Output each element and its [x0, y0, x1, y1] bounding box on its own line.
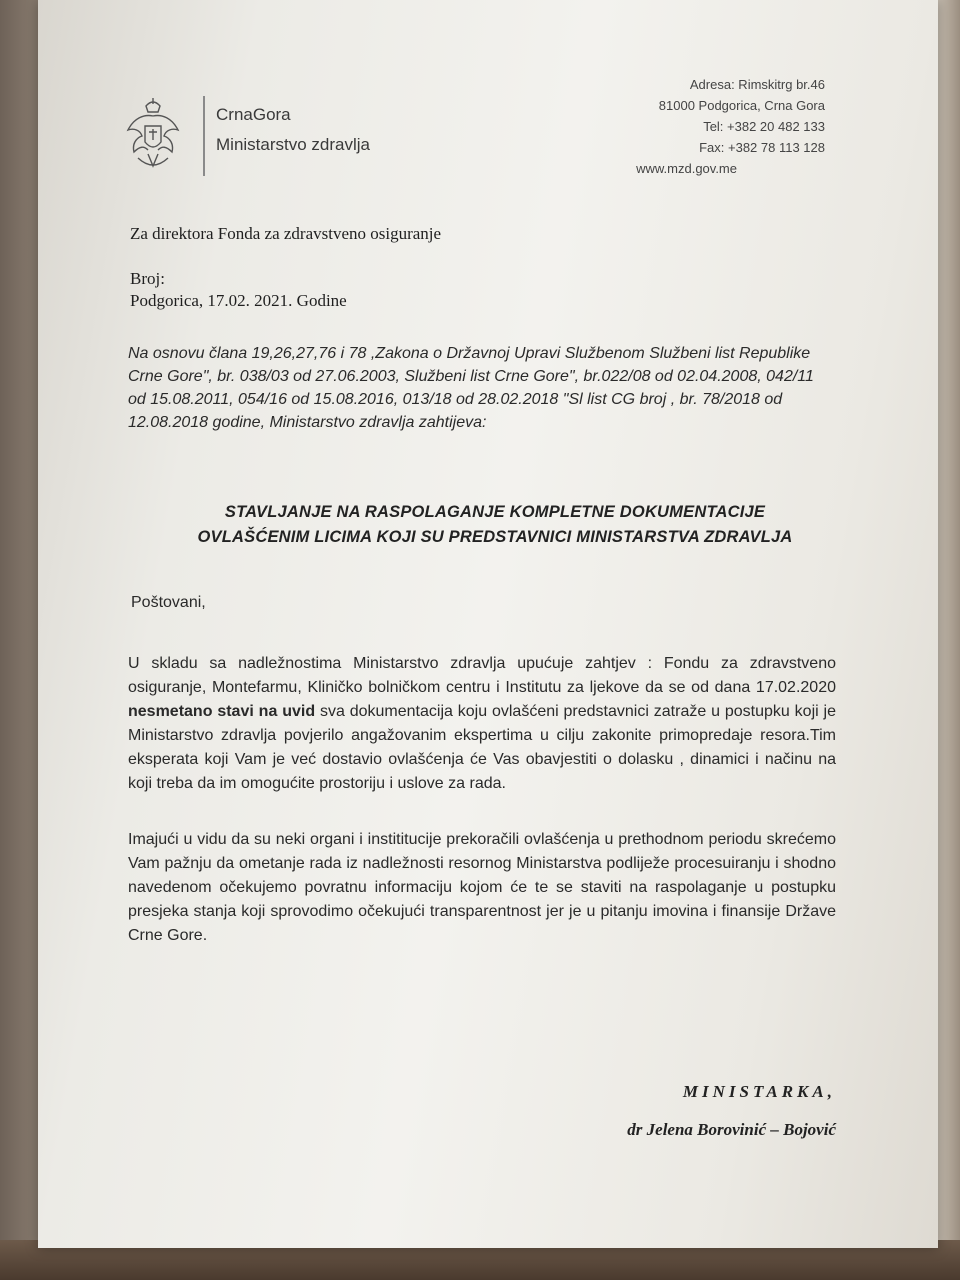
document-number: Broj: — [130, 269, 165, 288]
body-paragraph-2: Imajući u vidu da su neki organi i instititucije prekoračili ovlašćenja u prethodnom periodu skrećemo Vam pažnju da ometanje rada iz nadležnosti resornog Ministarstva podliježe procesuiranju i shodno navedenom očekujemo povratnu informaciju kojom će te se staviti na raspolaganje u postupku presjeka stanja koji sprovodimo očekujući transparentnost jer je u pitanju imovina i finansije Države Crne Gore. — [128, 831, 836, 944]
contact-fax: Fax: +382 78 113 128 — [699, 140, 825, 155]
table-surface-left — [0, 0, 40, 1280]
contact-city: 81000 Podgorica, Crna Gora — [658, 98, 825, 113]
ministry-name: Ministarstvo zdravlja — [216, 135, 370, 154]
ministry-header — [216, 100, 370, 160]
addressee: Za direktora Fonda za zdravstveno osiguranje — [130, 224, 442, 243]
subject-line-2: OVLAŠĆENIM LICIMA KOJI SU PREDSTAVNICI MINISTARSTVA ZDRAVLJA — [197, 528, 793, 546]
paragraph-1-text-b: sva dokumentacija koju ovlašćeni predstavnici zatraže u postupku koji je Ministarstvo zdravlja povjerilo angažovanim ekspertima u cilju zakonite primopredaje resora.Tim eksperata koji Vam je već dostavio ovlašćenja će Vas obavjestiti o dolasku , dinamici i načinu na koji treba da im omogućite prostoriju i uslove za rada. — [128, 703, 836, 792]
coat-of-arms-icon — [124, 96, 182, 176]
legal-basis: Na osnovu člana 19,26,27,76 i 78 ,Zakona o Državnoj Upravi Službenom Službeni list Republike Crne Gore", br. 038/03 od 27.06.2003, Službeni list Crne Gore", br.022/08 od 02.04.2008, 042/11 od 15.08.2011, 054/16 od 15.08.2016, 013/18 od 28.02.2018 "Sl list CG broj , br. 78/2018 od 12.08.2018 godine, Ministarstvo zdravlja zahtijeva: — [128, 345, 814, 431]
contact-block — [636, 74, 825, 179]
signature-name: dr Jelena Borovinić – Bojović — [627, 1120, 836, 1139]
country-name: CrnaGora — [216, 105, 291, 124]
header-divider — [203, 96, 205, 176]
place-date: Podgorica, 17.02. 2021. Godine — [130, 291, 347, 310]
document-meta — [130, 268, 347, 312]
subject-line-1: STAVLJANJE NA RASPOLAGANJE KOMPLETNE DOKUMENTACIJE — [224, 503, 766, 521]
table-surface-right — [938, 0, 960, 1280]
contact-address: Adresa: Rimskitrg br.46 — [689, 77, 825, 92]
paragraph-1-text-a: U skladu sa nadležnostima Ministarstvo zdravlja upućuje zahtjev : Fondu za zdravstveno osiguranje, Montefarmu, Kliničko bolničkom centru i Institutu za ljekove da se od dana 17.02.2020 — [128, 655, 836, 696]
contact-tel: Tel: +382 20 482 133 — [703, 119, 825, 134]
signature-title: MINISTARKA, — [682, 1082, 836, 1101]
letter-paper — [38, 0, 938, 1248]
paragraph-1-emphasis: nesmetano stavi na uvid — [128, 703, 316, 720]
subject-heading — [120, 500, 870, 550]
contact-web: www.mzd.gov.me — [636, 161, 737, 176]
body-paragraph-1 — [128, 652, 836, 796]
greeting: Poštovani, — [131, 594, 206, 611]
